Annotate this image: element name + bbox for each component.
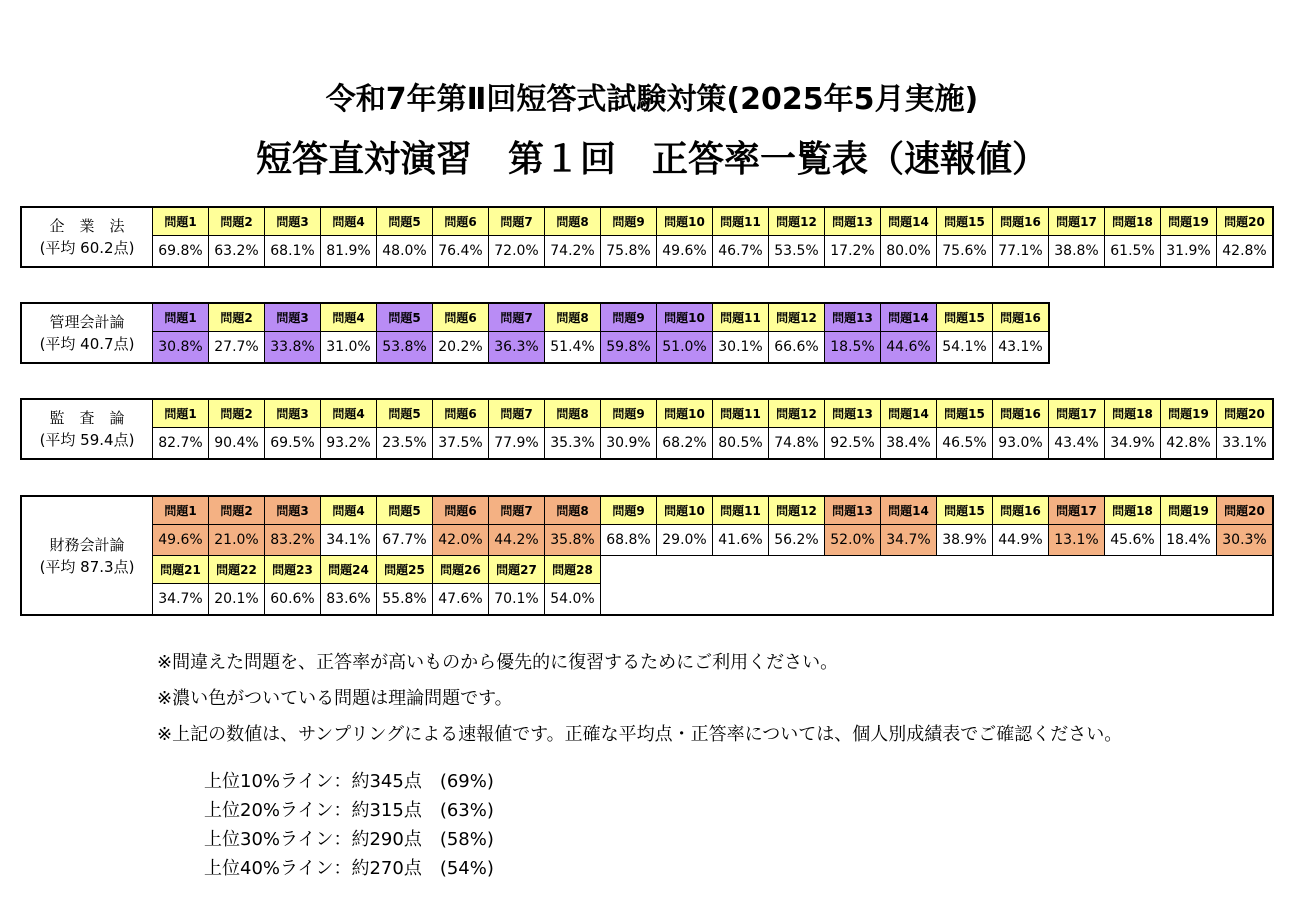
question-header: 問題9: [601, 399, 657, 428]
subject-name: 監 査 論: [49, 409, 125, 427]
rate-cell: 47.6%: [433, 584, 489, 616]
question-header: 問題8: [545, 303, 601, 332]
rank-lines: [204, 767, 494, 883]
question-header: 問題6: [433, 399, 489, 428]
question-header: 問題2: [209, 399, 265, 428]
rate-cell: 66.6%: [769, 332, 825, 364]
question-header: 問題25: [377, 556, 433, 584]
question-header-theory: 問題10: [657, 303, 713, 332]
rate-cell: 75.8%: [601, 236, 657, 268]
rate-cell: 35.3%: [545, 428, 601, 460]
question-header: 問題11: [713, 303, 769, 332]
question-header: 問題4: [321, 399, 377, 428]
rate-cell: 44.9%: [993, 525, 1049, 556]
rate-cell: 75.6%: [937, 236, 993, 268]
question-header: 問題19: [1161, 496, 1217, 525]
question-header: 問題5: [377, 496, 433, 525]
subject-average: (平均 59.4点): [39, 431, 135, 449]
question-header: 問題21: [153, 556, 209, 584]
question-header: 問題10: [657, 399, 713, 428]
rate-cell: 49.6%: [657, 236, 713, 268]
subject-table-financial-accounting: [20, 495, 1274, 616]
rate-cell-theory: 44.6%: [881, 332, 937, 364]
question-header: 問題14: [881, 207, 937, 236]
question-header: 問題11: [713, 496, 769, 525]
rate-cell: 70.1%: [489, 584, 545, 616]
rate-cell: 31.0%: [321, 332, 377, 364]
question-header: 問題10: [657, 496, 713, 525]
rank-line: 上位20%ライン：約315点 (63%): [204, 800, 494, 821]
question-header: 問題11: [713, 207, 769, 236]
rate-cell: 67.7%: [377, 525, 433, 556]
question-header: 問題28: [545, 556, 601, 584]
rate-cell: 54.1%: [937, 332, 993, 364]
rate-cell: 72.0%: [489, 236, 545, 268]
rate-cell: 76.4%: [433, 236, 489, 268]
question-header: 問題18: [1105, 399, 1161, 428]
question-header: 問題12: [769, 399, 825, 428]
question-header: 問題7: [489, 207, 545, 236]
rate-cell: 20.2%: [433, 332, 489, 364]
rate-cell: 93.2%: [321, 428, 377, 460]
question-header-theory: 問題13: [825, 303, 881, 332]
subject-average: (平均 40.7点): [39, 335, 135, 353]
rate-cell: 33.1%: [1217, 428, 1274, 460]
question-header: 問題16: [993, 496, 1049, 525]
question-header: 問題14: [881, 399, 937, 428]
rate-cell: 37.5%: [433, 428, 489, 460]
question-header: 問題19: [1161, 207, 1217, 236]
question-header-theory: 問題14: [881, 303, 937, 332]
question-header: 問題4: [321, 496, 377, 525]
rate-cell: 29.0%: [657, 525, 713, 556]
subject-label: [21, 496, 153, 615]
empty-area: [601, 556, 1274, 616]
rate-cell: 53.5%: [769, 236, 825, 268]
rate-cell: 34.7%: [153, 584, 209, 616]
rate-cell: 74.8%: [769, 428, 825, 460]
question-header: 問題15: [937, 496, 993, 525]
rate-cell-theory: 53.8%: [377, 332, 433, 364]
question-header: 問題3: [265, 207, 321, 236]
question-header: 問題12: [769, 207, 825, 236]
rate-cell: 77.1%: [993, 236, 1049, 268]
question-header-theory: 問題2: [209, 496, 265, 525]
rate-cell: 68.1%: [265, 236, 321, 268]
rate-cell: 46.7%: [713, 236, 769, 268]
rate-cell-theory: 59.8%: [601, 332, 657, 364]
rate-cell: 61.5%: [1105, 236, 1161, 268]
question-header: 問題10: [657, 207, 713, 236]
rate-cell: 20.1%: [209, 584, 265, 616]
subject-average: (平均 60.2点): [39, 239, 135, 257]
rate-cell: 38.4%: [881, 428, 937, 460]
subject-table-management-accounting: [20, 302, 1050, 364]
question-header: 問題16: [993, 207, 1049, 236]
question-header: 問題7: [489, 399, 545, 428]
rate-cell: 46.5%: [937, 428, 993, 460]
rate-cell: 23.5%: [377, 428, 433, 460]
note-item: ※上記の数値は、サンプリングによる速報値です。正確な平均点・正答率については、個人別成績表でご確認ください。: [157, 724, 1123, 745]
rate-cell: 74.2%: [545, 236, 601, 268]
question-header-theory: 問題6: [433, 496, 489, 525]
note-item: ※間違えた問題を、正答率が高いものから優先的に復習するためにご利用ください。: [157, 652, 839, 673]
rate-cell-theory: 52.0%: [825, 525, 881, 556]
question-header-theory: 問題9: [601, 303, 657, 332]
question-header: 問題9: [601, 207, 657, 236]
rate-cell: 30.1%: [713, 332, 769, 364]
question-header: 問題17: [1049, 207, 1105, 236]
rate-cell-theory: 34.7%: [881, 525, 937, 556]
question-header-theory: 問題20: [1217, 496, 1274, 525]
rate-cell: 38.8%: [1049, 236, 1105, 268]
rate-cell: 43.1%: [993, 332, 1050, 364]
rate-cell-theory: 18.5%: [825, 332, 881, 364]
subject-label: [21, 399, 153, 459]
question-header: 問題17: [1049, 399, 1105, 428]
question-header: 問題13: [825, 399, 881, 428]
subject-name: 管理会計論: [49, 313, 125, 331]
question-header: 問題11: [713, 399, 769, 428]
question-header: 問題15: [937, 207, 993, 236]
subject-label: [21, 207, 153, 267]
rate-cell: 43.4%: [1049, 428, 1105, 460]
question-header: 問題15: [937, 399, 993, 428]
question-header: 問題27: [489, 556, 545, 584]
rate-cell: 38.9%: [937, 525, 993, 556]
rate-cell: 31.9%: [1161, 236, 1217, 268]
rate-cell-theory: 21.0%: [209, 525, 265, 556]
question-header: 問題19: [1161, 399, 1217, 428]
subject-table-corporate-law: [20, 206, 1274, 268]
question-header: 問題4: [321, 207, 377, 236]
question-header: 問題2: [209, 303, 265, 332]
rank-line: 上位30%ライン：約290点 (58%): [204, 829, 494, 850]
subject-name: 財務会計論: [49, 535, 125, 554]
rate-cell: 68.8%: [601, 525, 657, 556]
rate-cell: 17.2%: [825, 236, 881, 268]
rate-cell-theory: 51.0%: [657, 332, 713, 364]
subject-label: [21, 303, 153, 363]
question-header: 問題12: [769, 496, 825, 525]
rate-cell-theory: 42.0%: [433, 525, 489, 556]
rate-cell-theory: 30.8%: [153, 332, 209, 364]
rate-cell: 81.9%: [321, 236, 377, 268]
question-header: 問題18: [1105, 496, 1161, 525]
rate-cell: 41.6%: [713, 525, 769, 556]
rate-cell: 51.4%: [545, 332, 601, 364]
rank-line: 上位40%ライン：約270点 (54%): [204, 858, 494, 879]
question-header-theory: 問題1: [153, 303, 209, 332]
question-header-theory: 問題3: [265, 496, 321, 525]
subject-average: (平均 87.3点): [39, 557, 135, 576]
question-header: 問題13: [825, 207, 881, 236]
question-header: 問題5: [377, 207, 433, 236]
rate-cell: 68.2%: [657, 428, 713, 460]
rate-cell: 45.6%: [1105, 525, 1161, 556]
rate-cell: 42.8%: [1217, 236, 1274, 268]
rate-cell: 34.9%: [1105, 428, 1161, 460]
question-header: 問題18: [1105, 207, 1161, 236]
rate-cell: 93.0%: [993, 428, 1049, 460]
rate-cell: 42.8%: [1161, 428, 1217, 460]
rate-cell: 82.7%: [153, 428, 209, 460]
title-line-1: 令和7年第Ⅱ回短答式試験対策(2025年5月実施): [325, 82, 979, 117]
rate-cell-theory: 49.6%: [153, 525, 209, 556]
notes: [157, 645, 1122, 753]
question-header: 問題16: [993, 399, 1049, 428]
rate-cell-theory: 35.8%: [545, 525, 601, 556]
question-header-theory: 問題5: [377, 303, 433, 332]
question-header: 問題3: [265, 399, 321, 428]
note-item: ※濃い色がついている問題は理論問題です。: [157, 688, 513, 709]
rate-cell-theory: 13.1%: [1049, 525, 1105, 556]
rate-cell: 54.0%: [545, 584, 601, 616]
rate-cell: 18.4%: [1161, 525, 1217, 556]
question-header: 問題22: [209, 556, 265, 584]
rate-cell: 90.4%: [209, 428, 265, 460]
rate-cell: 63.2%: [209, 236, 265, 268]
rate-cell: 69.5%: [265, 428, 321, 460]
rate-cell: 34.1%: [321, 525, 377, 556]
question-header: 問題20: [1217, 399, 1274, 428]
question-header: 問題2: [209, 207, 265, 236]
question-header: 問題1: [153, 399, 209, 428]
question-header: 問題6: [433, 207, 489, 236]
rate-cell: 69.8%: [153, 236, 209, 268]
rank-line: 上位10%ライン：約345点 (69%): [204, 771, 494, 792]
title-line-2: 短答直対演習 第１回 正答率一覧表（速報値）: [255, 139, 1048, 180]
rate-cell: 60.6%: [265, 584, 321, 616]
rate-cell-theory: 33.8%: [265, 332, 321, 364]
subject-table-auditing: [20, 398, 1274, 460]
question-header: 問題16: [993, 303, 1050, 332]
rate-cell: 80.5%: [713, 428, 769, 460]
question-header: 問題24: [321, 556, 377, 584]
question-header: 問題8: [545, 399, 601, 428]
rate-cell-theory: 44.2%: [489, 525, 545, 556]
rate-cell: 56.2%: [769, 525, 825, 556]
question-header: 問題23: [265, 556, 321, 584]
rate-cell-theory: 36.3%: [489, 332, 545, 364]
rate-cell: 77.9%: [489, 428, 545, 460]
rate-cell: 27.7%: [209, 332, 265, 364]
rate-cell: 30.9%: [601, 428, 657, 460]
question-header-theory: 問題7: [489, 496, 545, 525]
rate-cell-theory: 30.3%: [1217, 525, 1274, 556]
rate-cell: 48.0%: [377, 236, 433, 268]
question-header: 問題1: [153, 207, 209, 236]
question-header-theory: 問題14: [881, 496, 937, 525]
question-header: 問題4: [321, 303, 377, 332]
rate-cell: 80.0%: [881, 236, 937, 268]
question-header-theory: 問題1: [153, 496, 209, 525]
subject-name: 企 業 法: [49, 217, 125, 235]
question-header: 問題20: [1217, 207, 1274, 236]
question-header: 問題6: [433, 303, 489, 332]
rate-cell: 55.8%: [377, 584, 433, 616]
question-header-theory: 問題7: [489, 303, 545, 332]
question-header: 問題9: [601, 496, 657, 525]
question-header: 問題15: [937, 303, 993, 332]
rate-cell: 83.6%: [321, 584, 377, 616]
question-header-theory: 問題17: [1049, 496, 1105, 525]
question-header-theory: 問題13: [825, 496, 881, 525]
question-header: 問題8: [545, 207, 601, 236]
question-header: 問題5: [377, 399, 433, 428]
question-header-theory: 問題8: [545, 496, 601, 525]
question-header: 問題26: [433, 556, 489, 584]
question-header: 問題12: [769, 303, 825, 332]
question-header-theory: 問題3: [265, 303, 321, 332]
rate-cell-theory: 83.2%: [265, 525, 321, 556]
rate-cell: 92.5%: [825, 428, 881, 460]
